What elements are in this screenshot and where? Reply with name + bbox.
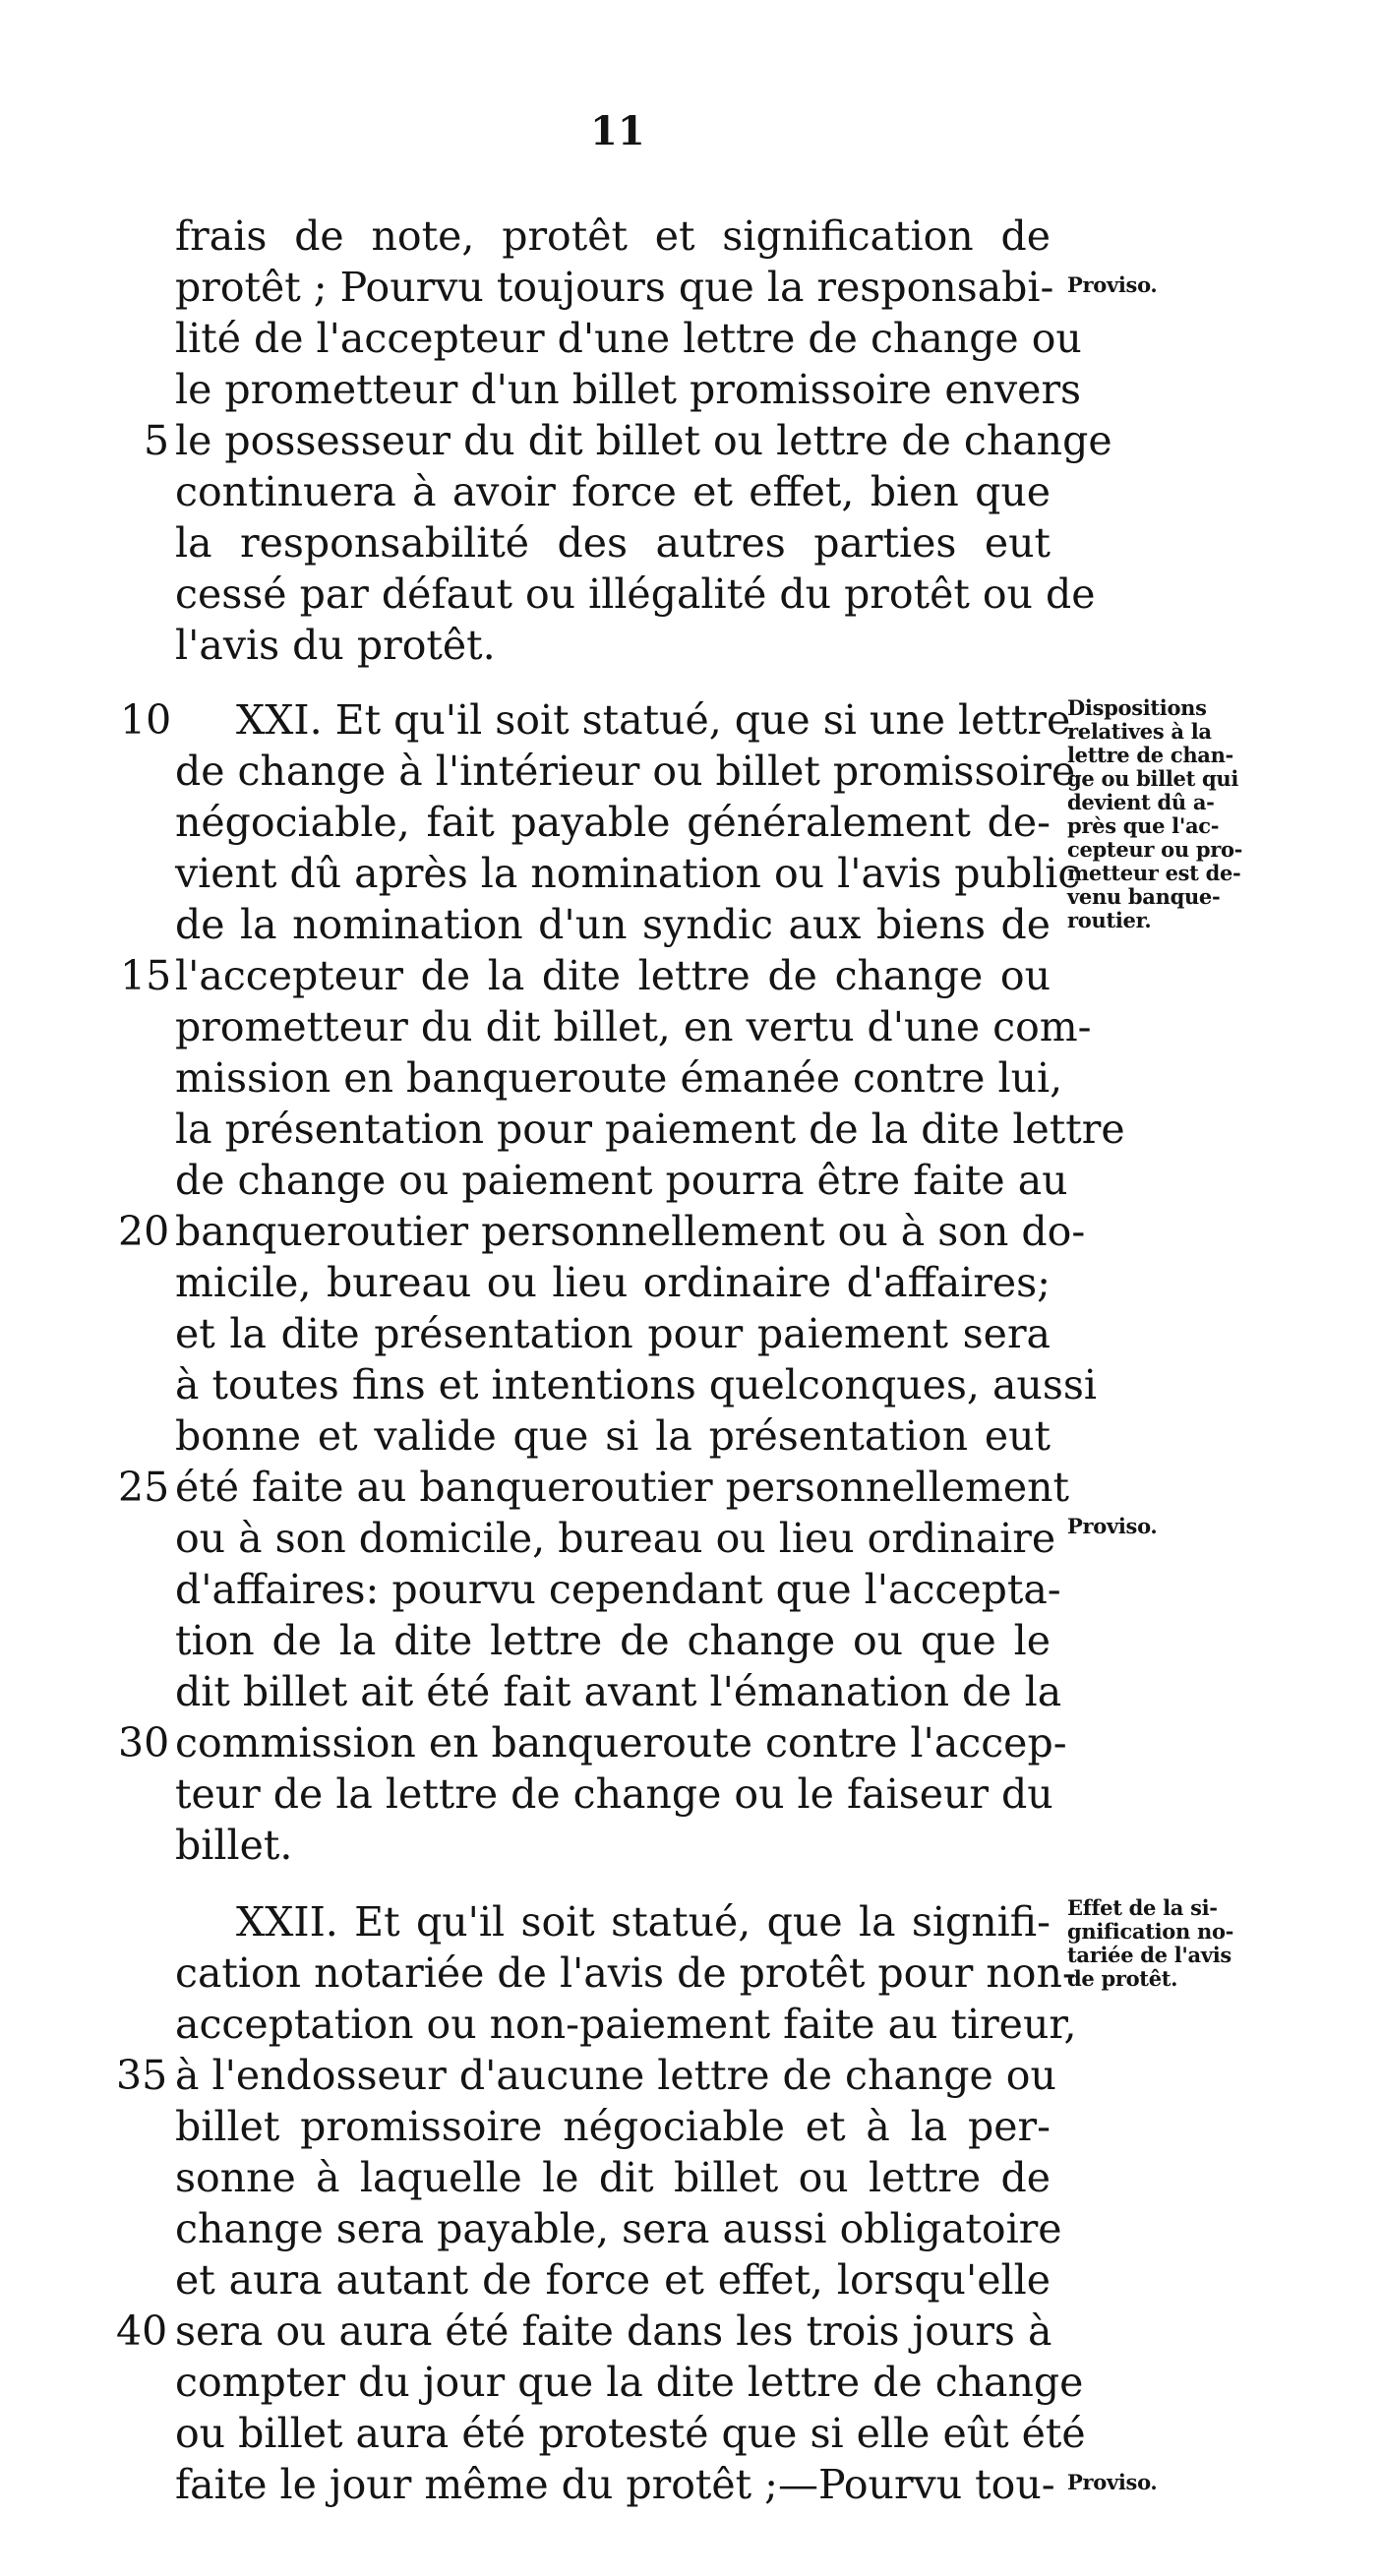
text-line: billet.	[175, 1822, 293, 1869]
text-line: cessé par défaut ou illégalité du protêt ou de	[175, 570, 1096, 618]
text-line: compter du jour que la dite lettre de change	[175, 2359, 1084, 2406]
text-line: et la dite présentation pour paiement sera	[175, 1310, 1051, 1357]
marginal-note-line: Proviso.	[1067, 1514, 1158, 1538]
marginal-note-line: relatives à la	[1067, 719, 1212, 744]
text-line: change sera payable, sera aussi obligatoire	[175, 2205, 1062, 2252]
marginal-note-line: Effet de la si-	[1067, 1895, 1218, 1920]
marginal-note-line: venu banque-	[1067, 884, 1221, 909]
text-line: l'accepteur de la dite lettre de change ou	[175, 952, 1051, 999]
text-line: à toutes fins et intentions quelconques, aussi	[175, 1361, 1098, 1408]
line-number: 10	[120, 696, 172, 744]
marginal-note-dispositions	[1067, 696, 1289, 932]
text-line: ou à son domicile, bureau ou lieu ordinaire	[175, 1515, 1056, 1562]
text-line: dit billet ait été fait avant l'émanation de la	[175, 1668, 1062, 1715]
text-line: lité de l'accepteur d'une lettre de change ou	[175, 315, 1082, 362]
marginal-note-proviso	[1067, 1515, 1289, 1538]
line-number: 40	[116, 2307, 168, 2355]
text-line: banqueroutier personnellement ou à son do-	[175, 1208, 1086, 1255]
text-line: bonne et valide que si la présentation eut	[175, 1412, 1051, 1460]
text-line: frais de note, protêt et signification de	[175, 212, 1051, 260]
marginal-note-line: Proviso.	[1067, 2470, 1158, 2494]
text-line: la présentation pour paiement de la dite lettre	[175, 1106, 1125, 1153]
text-line: sonne à laquelle le dit billet ou lettre de	[175, 2154, 1051, 2201]
marginal-note-line: près que l'ac-	[1067, 813, 1220, 838]
text-line: ou billet aura été protesté que si elle eût été	[175, 2410, 1086, 2457]
text-line: l'avis du protêt.	[175, 622, 496, 669]
text-line: sera ou aura été faite dans les trois jours à	[175, 2307, 1052, 2355]
text-line: cation notariée de l'avis de protêt pour non-	[175, 1949, 1076, 1997]
text-line: protêt ; Pourvu toujours que la responsabi-	[175, 264, 1054, 311]
text-line: la responsabilité des autres parties eut	[175, 519, 1051, 567]
text-line: acceptation ou non-paiement faite au tireur,	[175, 2001, 1077, 2048]
text-line: d'affaires: pourvu cependant que l'accepta-	[175, 1566, 1061, 1613]
text-line: été faite au banqueroutier personnellement	[175, 1464, 1070, 1511]
text-line: mission en banqueroute émanée contre lui,	[175, 1054, 1063, 1102]
line-number: 5	[144, 417, 170, 464]
marginal-note-line: lettre de chan-	[1067, 743, 1233, 767]
text-line: tion de la dite lettre de change ou que le	[175, 1617, 1051, 1664]
page-number: 11	[590, 108, 645, 154]
text-line: le prometteur d'un billet promissoire envers	[175, 366, 1082, 413]
text-line: teur de la lettre de change ou le faiseur du	[175, 1770, 1053, 1818]
line-number: 20	[118, 1208, 170, 1255]
marginal-note-line: de protêt.	[1067, 1966, 1178, 1991]
text-line: continuera à avoir force et effet, bien que	[175, 468, 1051, 515]
marginal-note-line: gnification no-	[1067, 1919, 1234, 1944]
section-heading-line: XXI. Et qu'il soit statué, que si une lettre	[236, 696, 1071, 744]
text-line: et aura autant de force et effet, lorsqu'elle	[175, 2256, 1051, 2304]
marginal-note-proviso	[1067, 273, 1289, 297]
line-number: 15	[120, 952, 172, 999]
text-line: billet promissoire négociable et à la per-	[175, 2103, 1051, 2150]
text-line: à l'endosseur d'aucune lettre de change ou	[175, 2052, 1056, 2099]
marginal-note-line: cepteur ou pro-	[1067, 837, 1243, 862]
text-line: faite le jour même du protêt ;—Pourvu tou-	[175, 2461, 1055, 2508]
text-line: négociable, fait payable généralement de-	[175, 799, 1051, 846]
marginal-note-line: ge ou billet qui	[1067, 766, 1239, 791]
text-line: de change ou paiement pourra être faite au	[175, 1157, 1068, 1204]
section-heading-line: XXII. Et qu'il soit statué, que la signifi-	[236, 1898, 1051, 1946]
marginal-note-line: tariée de l'avis	[1067, 1943, 1232, 1967]
text-line: prometteur du dit billet, en vertu d'une com-	[175, 1003, 1092, 1050]
text-line: de change à l'intérieur ou billet promissoire	[175, 748, 1076, 795]
line-number: 30	[118, 1719, 170, 1767]
marginal-note-effet	[1067, 1896, 1289, 1991]
line-number: 35	[116, 2052, 168, 2099]
marginal-note-line: Dispositions	[1067, 695, 1207, 720]
text-line: micile, bureau ou lieu ordinaire d'affaires;	[175, 1259, 1051, 1306]
marginal-note-proviso	[1067, 2471, 1289, 2494]
text-line: le possesseur du dit billet ou lettre de change	[175, 417, 1112, 464]
marginal-note-line: devient dû a-	[1067, 790, 1215, 814]
text-line: commission en banqueroute contre l'accep-	[175, 1719, 1067, 1767]
marginal-note-line: routier.	[1067, 908, 1152, 932]
text-line: de la nomination d'un syndic aux biens de	[175, 901, 1051, 948]
text-line: vient dû après la nomination ou l'avis public	[175, 850, 1081, 897]
line-number: 25	[118, 1464, 170, 1511]
marginal-note-line: Proviso.	[1067, 272, 1158, 297]
marginal-note-line: metteur est de-	[1067, 861, 1241, 885]
